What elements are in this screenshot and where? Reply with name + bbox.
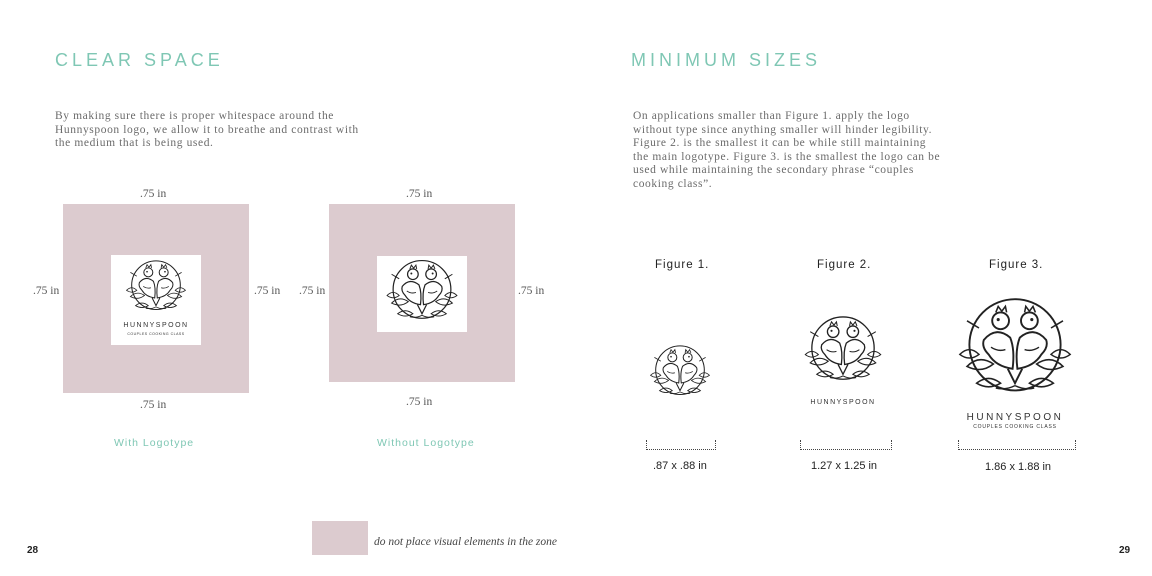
clear-space-heading: CLEAR SPACE — [55, 50, 224, 70]
dim-left: .75 in — [299, 285, 326, 297]
hunnyspoon-emblem-icon — [948, 292, 1082, 412]
size-measure-line — [958, 440, 1076, 450]
wordmark: HUNNYSPOON — [966, 412, 1064, 423]
caption-without-logotype: Without Logotype — [377, 437, 475, 449]
figure-title: Figure 1. — [655, 259, 710, 271]
hunnyspoon-emblem-icon — [795, 312, 891, 394]
minimum-sizes-heading: MINIMUM SIZES — [631, 50, 821, 70]
dim-top: .75 in — [140, 188, 167, 200]
dim-bottom: .75 in — [140, 399, 167, 411]
page-number-left: 28 — [27, 545, 39, 556]
clear-space-intro: By making sure there is proper whitespace around the Hunnyspoon logo, we allow it to breathe and contrast with the medium that is being used. — [55, 110, 359, 149]
zone-legend-swatch — [312, 521, 368, 555]
size-measure-line — [646, 440, 716, 450]
figure-size: 1.27 x 1.25 in — [811, 460, 878, 472]
dim-left: .75 in — [33, 285, 60, 297]
hunnyspoon-emblem-icon — [644, 342, 716, 406]
logo-box — [377, 256, 467, 332]
zone-legend-text: do not place visual elements in the zone — [374, 536, 558, 548]
hunnyspoon-emblem-icon — [124, 257, 188, 321]
figure-size: .87 x .88 in — [653, 460, 707, 472]
dim-right: .75 in — [518, 285, 545, 297]
hunnyspoon-emblem-icon — [384, 256, 460, 332]
caption-with-logotype: With Logotype — [114, 437, 195, 449]
figure-size: 1.86 x 1.88 in — [985, 461, 1052, 473]
dim-right: .75 in — [254, 285, 281, 297]
page-number-right: 29 — [1119, 545, 1131, 556]
dim-bottom: .75 in — [406, 396, 433, 408]
wordmark: HUNNYSPOON — [123, 322, 189, 329]
tagline: COUPLES COOKING CLASS — [127, 332, 185, 336]
minimum-sizes-intro: On applications smaller than Figure 1. apply the logo without type since anything smaller will hinder legibility. Figure 2. is the smallest it can be while still maintaining the main logotype. Figure 3. is the smallest the logo can be used while maintaining the secondary phrase “couples cooking class”. — [633, 110, 941, 190]
figure-title: Figure 3. — [989, 259, 1044, 271]
size-measure-line — [800, 440, 892, 450]
logo-box — [111, 255, 201, 345]
wordmark: HUNNYSPOON — [810, 399, 876, 406]
figure-title: Figure 2. — [817, 259, 872, 271]
dim-top: .75 in — [406, 188, 433, 200]
tagline: COUPLES COOKING CLASS — [973, 424, 1057, 430]
